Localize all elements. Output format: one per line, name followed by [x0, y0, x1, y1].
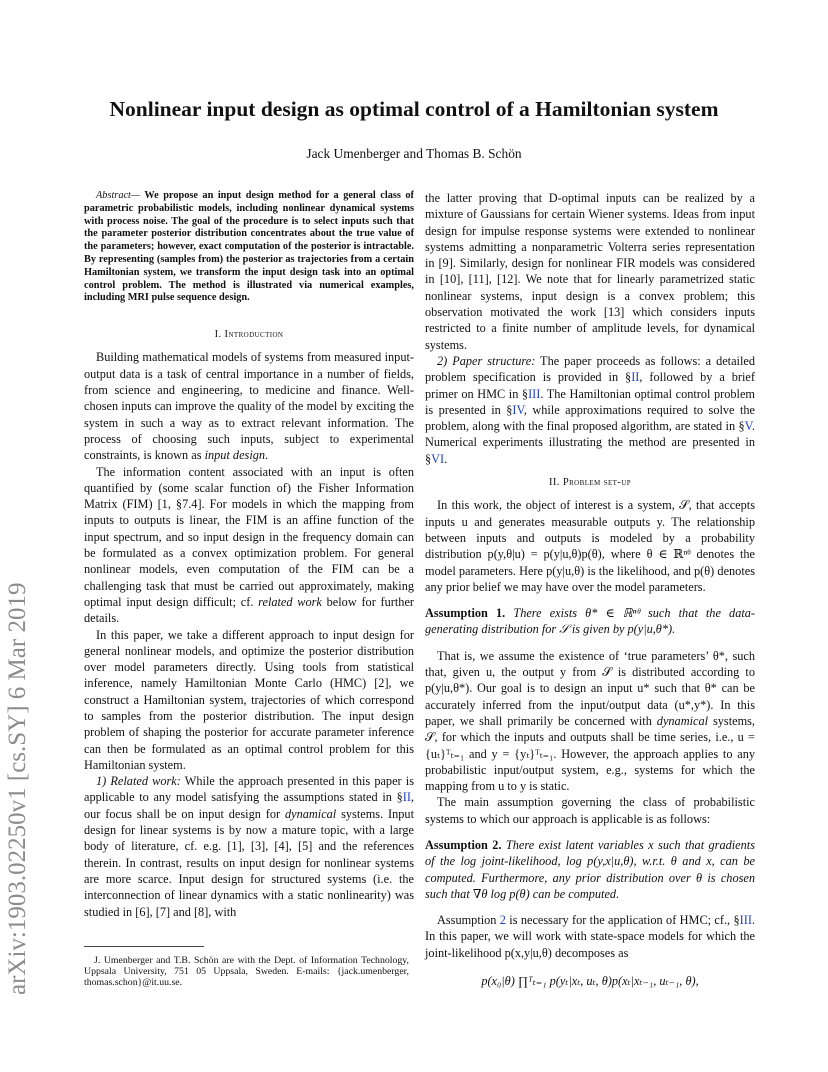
intro-paragraph-3: In this paper, we take a different approach to input design for general nonlinear models, and optimize the posterior distribution over model parameters directly. Using tools from statistical inference, namely Hamiltonian Monte Carlo (HMC) [2], we construct a Hamiltonian system, trajectories of which correspond to samples from the posterior distribution. The input design problem of shaping the posterior for accurate parameter inference can then be formulated as an optimal control problem for this Hamiltonian system.	[84, 627, 414, 772]
paper-title: Nonlinear input design as optimal control of a Hamiltonian system	[109, 97, 719, 121]
section-link-ii[interactable]: II	[402, 790, 411, 805]
abstract-lead: Abstract—	[96, 190, 141, 201]
footnote-divider	[84, 946, 204, 947]
footnote: J. Umenberger and T.B. Schön are with the Dept. of Information Technology, Uppsala University, 751 05 Uppsala, Sweden. E-mails: {jack.umenberger, thomas.schon}@it.uu.se.	[84, 955, 409, 989]
right-column	[425, 190, 755, 989]
left-column	[84, 190, 414, 920]
assumption-2: Assumption 2. There exist latent variables x such that gradients of the log joint-likelihood, log p(y,x|u,θ), w.r.t. θ and x, can be computed. Furthermore, any prior distribution over θ is chosen such that ∇θ log p(θ) can be computed.	[425, 837, 755, 901]
problem-paragraph-3: The main assumption governing the class of probabilistic systems to which our approach is applicable is as follows:	[425, 795, 755, 826]
assumption-link-2[interactable]: 2	[499, 913, 506, 928]
section-link-iii[interactable]: III	[739, 913, 752, 928]
section-heading-problem-setup: II. Problem set-up	[549, 477, 631, 489]
related-work-heading: 1) Related work:	[96, 774, 181, 789]
section-link-iii[interactable]: III	[528, 386, 541, 401]
paper-structure-heading: 2) Paper structure:	[437, 353, 536, 368]
related-work-continued: the latter proving that D-optimal inputs can be realized by a mixture of Gaussians for certain Wiener systems. Ideas from input design for impulse response systems were extended to nonlinear systems admitting a nonparametric Volterra series representation in [9]. Similarly, design for nonlinear FIR models was considered in [10], [11], [12]. We note that for linearly parametrized static nonlinear systems, input design is a convex problem; this observation motivated the work [13] which considers inputs restricted to a finite number of amplitude levels, for dynamical systems.	[425, 191, 755, 352]
related-work-paragraph: 1) Related work: While the approach presented in this paper is applicable to any model satisfying the assumptions stated in §II, our focus shall be on input design for dynamical systems. Input design for linear systems is by now a mature topic, with a large body of literature, cf. e.g. [1], [3], [4], [5] and the references therein. In contrast, results on input design for nonlinear systems are more scarce. Input design for structured systems (i.e. the interconnection of linear dynamics with a static nonlinearity) was studied in [6], [7] and [8], with	[84, 774, 415, 919]
problem-paragraph-2: That is, we assume the existence of ‘true parameters’ θ*, such that, given u, the output y from 𝒮 is distributed according to p(y|u,θ*). Our goal is to design an input u* such that θ* can be accurately inferred from the input/output data (u*,y*). In this paper, we shall primarily be concerned with dynamical systems, 𝒮, for which the inputs and outputs shall be time series, i.e., u = {uₜ}ᵀₜ₌₁ and y = {yₜ}ᵀₜ₌₁. However, the approach applies to any probabilistic input/output system, e.g., systems for which the mapping from u to y is static.	[425, 648, 755, 794]
section-heading-introduction: I. Introduction	[214, 329, 284, 341]
abstract	[84, 190, 414, 305]
section-link-ii[interactable]: II	[631, 370, 640, 385]
abstract-text: We propose an input design method for a general class of parametric probabilistic models, including nonlinear dynamical systems with process noise. The goal of the procedure is to select inputs such that the parameter posterior distribution concentrates about the true value of the parameters; however, exact computation of the posterior is intractable. By representing (samples from) the posterior as trajectories from a certain Hamiltonian system, we transform the input design task into an optimal control problem. The method is illustrated via numerical examples, including MRI pulse sequence design.	[84, 190, 414, 304]
paper-authors: Jack Umenberger and Thomas B. Schön	[306, 146, 522, 161]
intro-paragraph-2: The information content associated with an input is often quantified by (some scalar function of) the Fisher Information Matrix (FIM) [1, §7.4]. For models in which the mapping from inputs to outputs is linear, the FIM is an affine function of the input spectrum, and so input design in the frequency domain can be formulated as a convex optimization problem. For general nonlinear models, even computation of the FIM can be a challenging task that must be carried out approximately, making optimal input design difficult; cf. related work below for further details.	[84, 464, 414, 626]
section-link-vi[interactable]: VI	[431, 451, 445, 466]
section-link-v[interactable]: V	[744, 419, 752, 434]
paper-structure-paragraph: 2) Paper structure: The paper proceeds as follows: a detailed problem specification is provided in §II, followed by a brief primer on HMC in §III. The Hamiltonian optimal control problem is presented in §IV, while approximations required to solve the problem, along with the final proposed algorithm, are stated in §V. Numerical experiments illustrating the method are presented in §VI.	[425, 353, 755, 466]
arxiv-watermark: arXiv:1903.02250v1 [cs.SY] 6 Mar 2019	[4, 582, 31, 995]
problem-paragraph-1: In this work, the object of interest is a system, 𝒮, that accepts inputs u and generates measurable outputs y. The relationship between inputs and outputs is modeled by a probability distribution p(y,θ|u) = p(y|u,θ)p(θ), where θ ∈ ℝⁿᶿ denotes the model parameters. Here p(y|u,θ) is the likelihood, and p(θ) denotes any prior belief we may have over the model parameters.	[425, 498, 755, 594]
joint-likelihood-equation: p(x₀|θ) ∏ᵀₜ₌₁ p(yₜ|xₜ, uₜ, θ)p(xₜ|xₜ₋₁, uₜ₋₁, θ),	[481, 974, 699, 989]
problem-paragraph-4: Assumption 2 is necessary for the application of HMC; cf., §III. In this paper, we will work with state-space models for which the joint-likelihood p(x,y|u,θ) decomposes as	[425, 913, 755, 960]
section-link-iv[interactable]: IV	[512, 402, 524, 417]
intro-paragraph-1: Building mathematical models of systems from measured input-output data is a task of central importance in a number of fields, from science and engineering, to medicine and finance. Well-chosen inputs can improve the quality of the model by exciting the system in such a way as to extract relevant information. The process of choosing such inputs, subject to experimental constraints, is known as input design.	[84, 350, 414, 463]
assumption-1: Assumption 1. There exists θ* ∈ ℝⁿᶿ such that the data-generating distribution for 𝒮 is given by p(y|u,θ*).	[425, 606, 755, 637]
